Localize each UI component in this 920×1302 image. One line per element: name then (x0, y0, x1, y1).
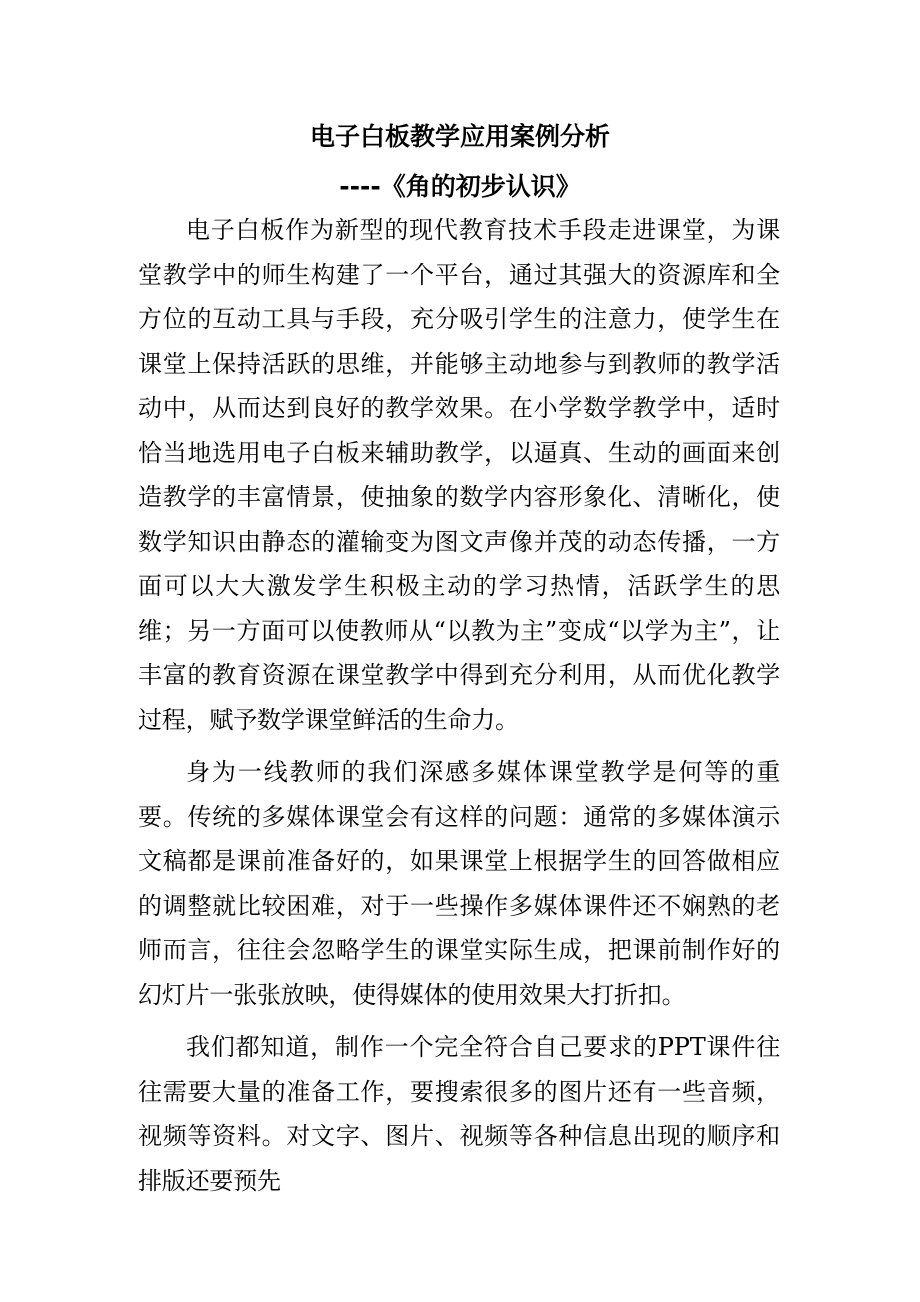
document-subtitle: ----《角的初步认识》 (339, 172, 581, 201)
paragraph-intro: 电子白板作为新型的现代教育技术手段走进课堂，为课堂教学中的师生构建了一个平台，通过其强大的资源库和全方位的互动工具与手段，充分吸引学生的注意力，使学生在课堂上保持活跃的思维，并能够主动地参与到教师的教学活动中，从而达到良好的教学效果。在小学数学教学中，适时恰当地选用电子白板来辅助教学，以逼真、生动的画面来创造教学的丰富情景，使抽象的数学内容形象化、清晰化，使数学知识由静态的灌输变为图文声像并茂的动态传播，一方面可以大大激发学生积极主动的学习热情，活跃学生的思维；另一方面可以使教师从“以教为主”变成“以学为主”，让丰富的教育资源在课堂教学中得到充分利用，从而优化教学过程，赋予数学课堂鲜活的生命力。 (138, 216, 780, 734)
document-title: 电子白板教学应用案例分析 (309, 122, 610, 151)
paragraph-multimedia-problems: 身为一线教师的我们深感多媒体课堂教学是何等的重要。传统的多媒体课堂会有这样的问题：通常的多媒体演示文稿都是课前准备好的，如果课堂上根据学生的回答做相应的调整就比较困难，对于一些操作多媒体课件还不娴熟的老师而言，往往会忽略学生的课堂实际生成，把课前制作好的幻灯片一张张放映，使得媒体的使用效果大打折扣。 (138, 758, 780, 1009)
paragraph-ppt-preparation: 我们都知道，制作一个完全符合自己要求的PPT课件往往需要大量的准备工作，要搜索很多的图片还有一些音频，视频等资料。对文字、图片、视频等各种信息出现的顺序和排版还要预先 (138, 1033, 780, 1195)
document-body (138, 208, 780, 1211)
